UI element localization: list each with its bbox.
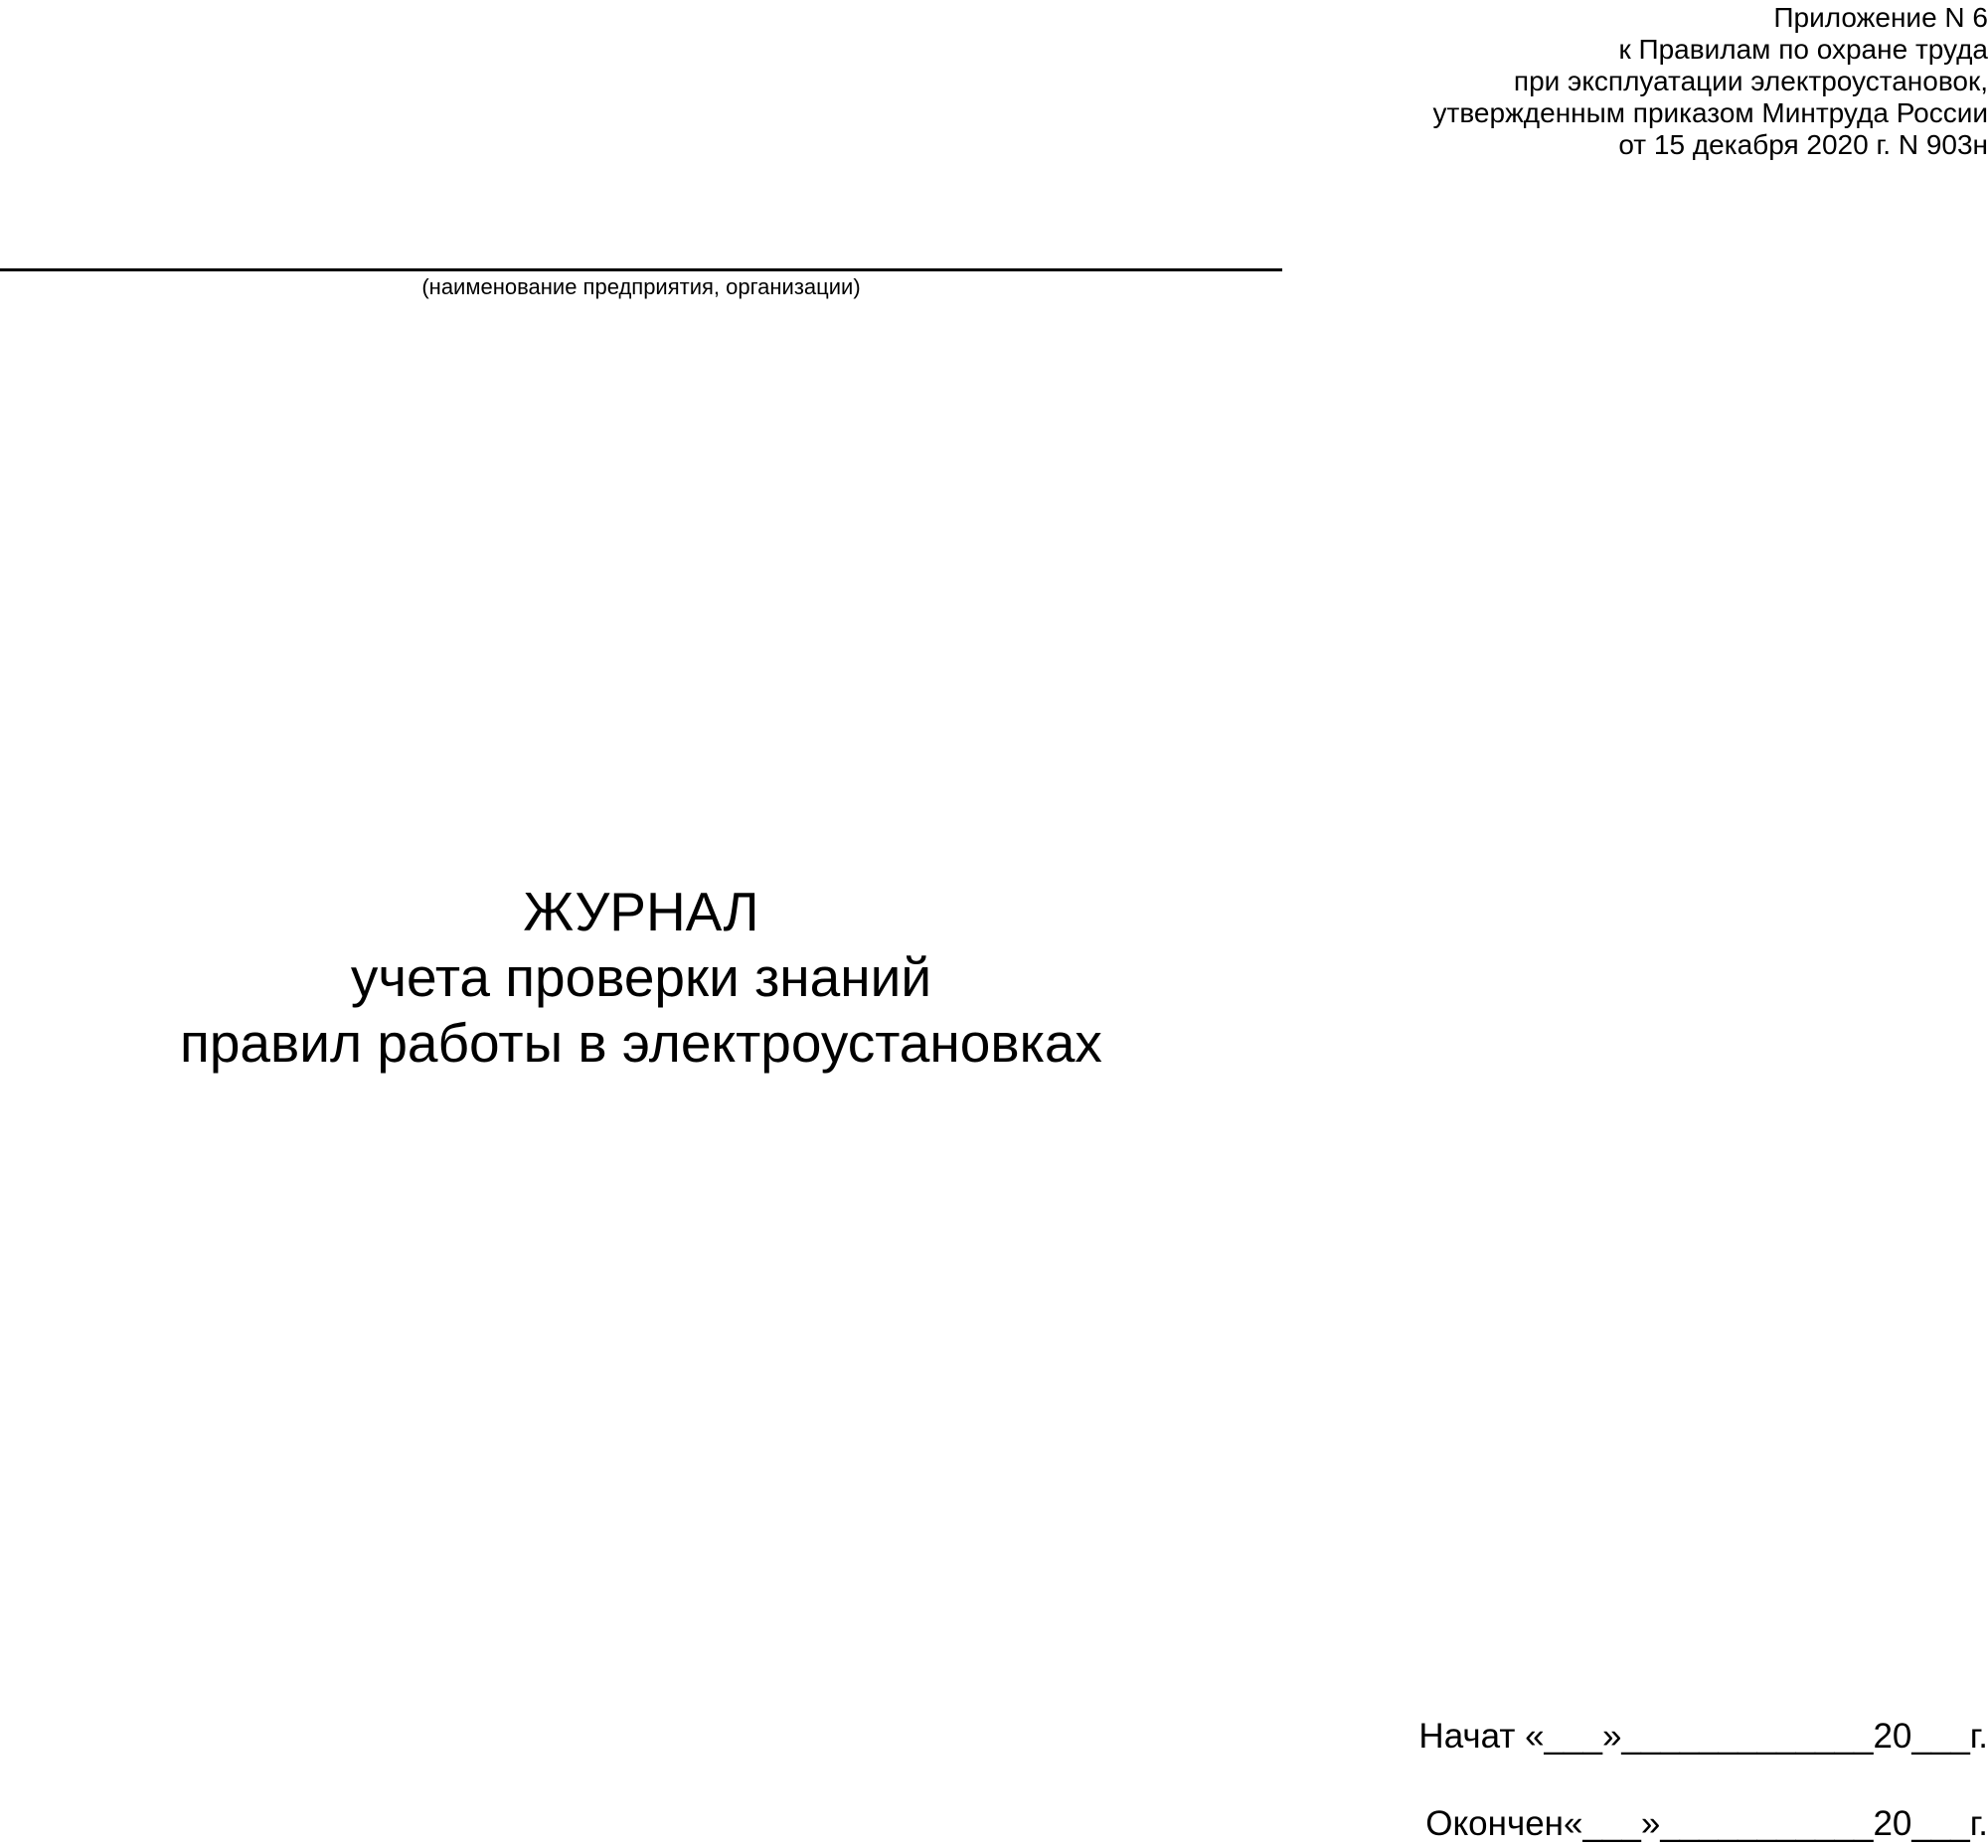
journal-title bbox=[0, 879, 1282, 1076]
journal-title-heading: ЖУРНАЛ bbox=[523, 881, 759, 942]
start-date-line: Начат «___»_____________20___г. bbox=[1418, 1717, 1988, 1756]
appendix-date: от 15 декабря 2020 г. N 903н bbox=[1618, 129, 1988, 160]
journal-dates bbox=[1292, 1717, 1988, 1844]
end-date-line: Окончен«___»___________20___г. bbox=[1425, 1804, 1988, 1843]
organization-name-caption: (наименование предприятия, организации) bbox=[421, 274, 861, 299]
organization-name-blank-line bbox=[0, 268, 1282, 271]
appendix-rules-reference: к Правилам по охране труда bbox=[1618, 34, 1988, 65]
appendix-number: Приложение N 6 bbox=[1773, 2, 1988, 33]
appendix-order: утвержденным приказом Минтруда России bbox=[1432, 97, 1988, 128]
journal-title-subject: правил работы в электроустановках bbox=[180, 1012, 1102, 1074]
organization-name-field bbox=[0, 221, 1282, 301]
appendix-scope: при эксплуатации электроустановок, bbox=[1513, 66, 1988, 96]
appendix-header bbox=[1292, 2, 1988, 161]
journal-title-subtitle: учета проверки знаний bbox=[350, 946, 932, 1008]
